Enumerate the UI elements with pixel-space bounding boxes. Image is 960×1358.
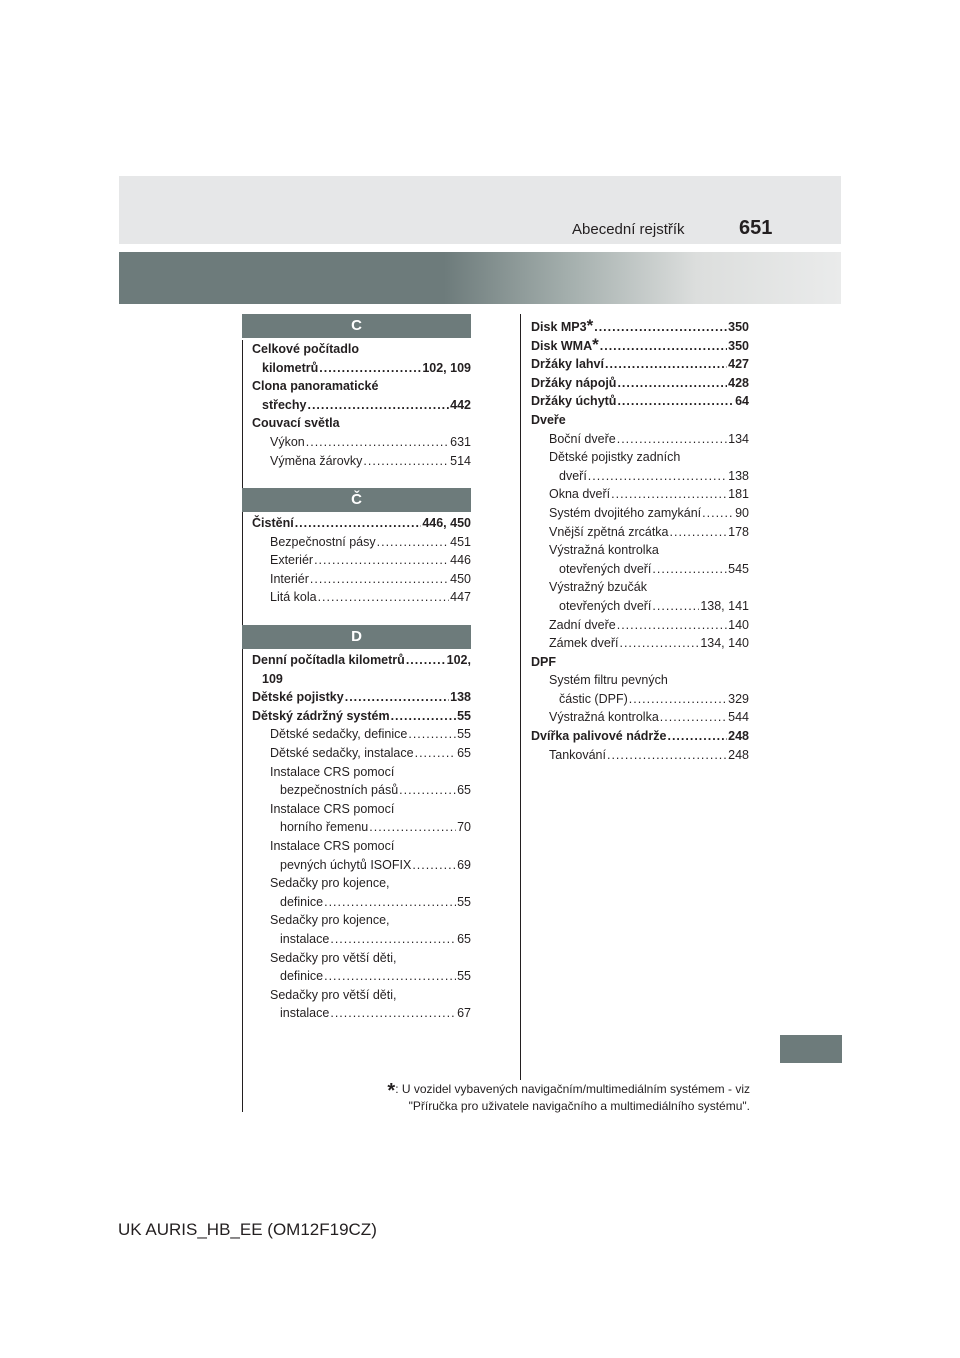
index-entry-text: Instalace CRS pomocí xyxy=(270,838,395,853)
index-entry-text: Couvací světla xyxy=(252,416,340,431)
dot-leader xyxy=(619,634,699,653)
index-entry-text: Držáky úchytů xyxy=(531,394,617,409)
index-entry xyxy=(252,725,471,744)
index-entry-page: 69 xyxy=(457,857,471,872)
index-entry xyxy=(252,414,471,433)
index-entry-text: horního řemenu xyxy=(280,820,369,835)
index-entry-text: Boční dveře xyxy=(549,431,616,446)
index-entry xyxy=(252,570,471,589)
index-entry-page: 514 xyxy=(450,453,471,468)
index-entry-page: 55 xyxy=(457,708,471,723)
index-entry xyxy=(252,707,471,726)
index-entry-text: Sedačky pro kojence, xyxy=(270,876,390,891)
index-entry-text: Dětské sedačky, definice xyxy=(270,727,408,742)
dot-leader xyxy=(310,570,449,589)
index-entry-text: Dětské pojistky zadních xyxy=(549,450,681,465)
index-entry xyxy=(531,355,749,374)
index-entry-page: 350 xyxy=(728,338,749,353)
dot-leader xyxy=(399,781,456,800)
index-entry-page: 248 xyxy=(728,729,749,744)
right-column-entries xyxy=(531,318,749,764)
side-tab xyxy=(780,1035,842,1063)
index-entry-text: Systém filtru pevných xyxy=(549,673,668,688)
dot-leader xyxy=(617,430,727,449)
dot-leader xyxy=(605,355,727,374)
index-entry-page: 446, 450 xyxy=(422,516,471,530)
dot-leader xyxy=(660,708,727,727)
index-entry xyxy=(531,523,749,542)
index-entry xyxy=(252,452,471,471)
footnote-line-2: "Příručka pro uživatele navigačního a multimediálního systému". xyxy=(408,1099,750,1113)
index-entry-page: 329 xyxy=(728,691,749,706)
index-entry xyxy=(252,967,471,986)
index-entry-text: Interiér xyxy=(270,571,309,586)
dot-leader xyxy=(314,551,449,570)
index-entry-page: 67 xyxy=(457,1006,471,1021)
middle-column-rule xyxy=(520,314,521,1080)
index-entry xyxy=(531,392,749,411)
index-entry xyxy=(252,781,471,800)
section-header-d: D xyxy=(242,625,471,649)
dot-leader xyxy=(702,504,734,523)
dot-leader xyxy=(594,318,727,337)
index-entry-text: Výstražná kontrolka xyxy=(549,543,659,558)
index-entry-page: 138 xyxy=(728,468,749,483)
index-entry-text: Tankování xyxy=(549,747,606,762)
dot-leader xyxy=(330,1004,456,1023)
index-entry: Disk WMA * ..... 350 xyxy=(531,337,749,356)
header-gradient-bar xyxy=(119,252,841,304)
index-entry xyxy=(531,708,749,727)
index-entry-page: 442 xyxy=(450,397,471,412)
section-header-c: C xyxy=(242,314,471,338)
dot-leader xyxy=(617,392,734,411)
index-entry xyxy=(531,430,749,449)
index-entry-text: Výstražný bzučák xyxy=(549,580,647,595)
dot-leader xyxy=(415,744,457,763)
index-entry-page: 134, 140 xyxy=(700,636,749,651)
index-entry xyxy=(252,874,471,893)
index-entry-text: Dětské sedačky, instalace xyxy=(270,745,414,760)
dot-leader xyxy=(345,688,449,707)
index-entry xyxy=(252,514,471,533)
index-entry xyxy=(531,560,749,579)
index-entry xyxy=(531,671,749,690)
dot-leader xyxy=(363,452,449,471)
index-entry xyxy=(531,746,749,765)
index-entry-page: 55 xyxy=(457,969,471,984)
index-entry xyxy=(531,616,749,635)
dot-leader xyxy=(600,337,727,356)
index-entry-page: 65 xyxy=(457,783,471,798)
index-entry xyxy=(252,340,471,359)
index-entry-text: Dětský zádržný systém xyxy=(252,708,390,723)
index-entry xyxy=(531,411,749,430)
index-entry xyxy=(252,893,471,912)
index-entry-text: 109 xyxy=(262,671,283,686)
section-c-entries xyxy=(252,340,471,470)
index-entry-page: 545 xyxy=(728,561,749,576)
index-entry-text: DPF xyxy=(531,654,556,669)
index-entry-page: 64 xyxy=(735,394,749,409)
index-entry-page: 102, xyxy=(446,653,471,667)
dot-leader xyxy=(408,725,456,744)
index-entry-page: 350 xyxy=(728,320,749,334)
index-entry-text: Čistění xyxy=(252,516,294,530)
index-entry xyxy=(252,930,471,949)
dot-leader xyxy=(652,597,699,616)
index-entry-text: pevných úchytů ISOFIX xyxy=(280,857,412,872)
index-entry xyxy=(531,690,749,709)
index-entry-page: 631 xyxy=(450,434,471,449)
index-entry xyxy=(531,448,749,467)
dot-leader xyxy=(324,967,456,986)
index-entry-text: Sedačky pro větší děti, xyxy=(270,987,397,1002)
index-entry-text: střechy xyxy=(262,397,307,412)
index-entry-page: 138 xyxy=(450,690,471,705)
index-entry-text: dveří xyxy=(559,468,587,483)
index-entry-page: 248 xyxy=(728,747,749,762)
index-entry-text: instalace xyxy=(280,1006,330,1021)
dot-leader xyxy=(588,467,727,486)
footer-document-code: UK AURIS_HB_EE (OM12F19CZ) xyxy=(118,1220,377,1239)
dot-leader xyxy=(611,485,727,504)
left-column-rule xyxy=(242,340,243,1112)
dot-leader xyxy=(607,746,727,765)
index-entry-text: definice xyxy=(280,969,324,984)
index-entry-text: Sedačky pro kojence, xyxy=(270,913,390,928)
index-entry xyxy=(531,374,749,393)
index-entry-page: 428 xyxy=(728,375,749,390)
index-entry-text: Držáky lahví xyxy=(531,357,604,372)
index-entry-page: 90 xyxy=(735,505,749,520)
dot-leader xyxy=(324,893,456,912)
index-entry xyxy=(252,818,471,837)
dot-leader xyxy=(391,707,457,726)
index-entry-text: Instalace CRS pomocí xyxy=(270,801,395,816)
index-entry xyxy=(531,653,749,672)
index-entry-page: 102, 109 xyxy=(422,360,471,375)
dot-leader xyxy=(629,690,727,709)
index-entry-page: 178 xyxy=(728,524,749,539)
index-entry-text: Zadní dveře xyxy=(549,617,616,632)
index-entry xyxy=(252,396,471,415)
section-header-ch: Č xyxy=(242,488,471,512)
index-entry xyxy=(252,744,471,763)
index-entry-text: otevřených dveří xyxy=(559,598,652,613)
index-entry xyxy=(252,949,471,968)
index-entry-page: 138, 141 xyxy=(700,598,749,613)
index-entry-page: 450 xyxy=(450,571,471,586)
index-entry-text: Celkové počítadlo xyxy=(252,342,359,356)
index-entry xyxy=(252,986,471,1005)
dot-leader xyxy=(617,374,727,393)
index-entry-text: otevřených dveří xyxy=(559,561,652,576)
index-entry-page: 65 xyxy=(457,931,471,946)
index-entry xyxy=(252,670,471,689)
dot-leader xyxy=(306,433,449,452)
index-entry-text: Exteriér xyxy=(270,553,314,568)
dot-leader xyxy=(330,930,456,949)
index-entry xyxy=(252,359,471,378)
dot-leader xyxy=(670,523,728,542)
index-entry xyxy=(252,837,471,856)
index-entry: Disk MP3 * ..... 350 xyxy=(531,318,749,337)
index-entry-page: 55 xyxy=(457,727,471,742)
index-entry-page: 427 xyxy=(728,357,749,372)
index-entry xyxy=(252,433,471,452)
index-entry-text: Systém dvojitého zamykání xyxy=(549,505,702,520)
index-entry-text: Výměna žárovky xyxy=(270,453,363,468)
index-entry-page: 447 xyxy=(450,590,471,605)
index-entry-text: Dvířka palivové nádrže xyxy=(531,729,667,744)
index-entry xyxy=(252,800,471,819)
section-ch-entries xyxy=(252,514,471,607)
index-entry-page: 65 xyxy=(457,745,471,760)
index-entry xyxy=(252,911,471,930)
dot-leader xyxy=(412,856,456,875)
index-entry-text: Disk WMA xyxy=(531,338,593,353)
index-entry-page: 140 xyxy=(728,617,749,632)
dot-leader xyxy=(369,818,456,837)
footnote-marker: * xyxy=(387,1080,396,1102)
index-entry-text: instalace xyxy=(280,931,330,946)
index-entry-text: kilometrů xyxy=(262,360,319,375)
index-entry-page: 544 xyxy=(728,710,749,725)
index-entry-text: Dveře xyxy=(531,412,566,427)
dot-leader xyxy=(318,588,450,607)
footnote xyxy=(360,1082,750,1114)
index-entry-text: definice xyxy=(280,894,324,909)
dot-leader xyxy=(295,514,422,533)
index-entry xyxy=(531,578,749,597)
section-d-entries xyxy=(252,651,471,1023)
index-entry xyxy=(252,377,471,396)
dot-leader xyxy=(307,396,449,415)
index-entry-page: 451 xyxy=(450,534,471,549)
index-entry xyxy=(252,588,471,607)
index-entry xyxy=(531,504,749,523)
index-entry xyxy=(531,541,749,560)
index-entry-text: Denní počítadla kilometrů xyxy=(252,653,405,667)
footnote-line-1: : U vozidel vybavených navigačním/multimediálním systémem - viz xyxy=(395,1082,750,1096)
index-entry-text: Litá kola xyxy=(270,590,317,605)
index-entry-text: Vnější zpětná zrcátka xyxy=(549,524,669,539)
index-entry xyxy=(531,467,749,486)
index-entry-text: Sedačky pro větší děti, xyxy=(270,950,397,965)
index-entry xyxy=(252,533,471,552)
index-entry-page: 134 xyxy=(728,431,749,446)
index-entry xyxy=(252,1004,471,1023)
index-entry-text: Okna dveří xyxy=(549,487,611,502)
index-entry xyxy=(531,485,749,504)
index-entry-text: Držáky nápojů xyxy=(531,375,617,390)
index-entry xyxy=(252,551,471,570)
index-entry-text: Clona panoramatické xyxy=(252,379,379,394)
index-entry-text: Dětské pojistky xyxy=(252,690,344,705)
index-entry-page: 181 xyxy=(728,487,749,502)
index-entry-text: bezpečnostních pásů xyxy=(280,783,399,798)
index-entry xyxy=(531,727,749,746)
dot-leader xyxy=(319,359,421,378)
index-entry-text: částic (DPF) xyxy=(559,691,628,706)
dot-leader xyxy=(652,560,727,579)
header-band xyxy=(119,176,841,244)
index-entry xyxy=(531,597,749,616)
index-entry xyxy=(252,651,471,670)
index-entry-page: 70 xyxy=(457,820,471,835)
page-number: 651 xyxy=(739,217,773,239)
index-entry-text: Instalace CRS pomocí xyxy=(270,764,395,779)
index-entry xyxy=(252,763,471,782)
index-entry-text: Disk MP3 xyxy=(531,320,587,334)
dot-leader xyxy=(617,616,727,635)
index-entry-text: Výstražná kontrolka xyxy=(549,710,659,725)
index-entry-page: 55 xyxy=(457,894,471,909)
index-entry-text: Výkon xyxy=(270,434,305,449)
dot-leader xyxy=(377,533,450,552)
dot-leader xyxy=(406,651,446,670)
index-entry xyxy=(252,688,471,707)
dot-leader xyxy=(667,727,727,746)
page-title: Abecední rejstřík xyxy=(572,221,685,238)
index-entry-page: 446 xyxy=(450,553,471,568)
index-entry xyxy=(531,634,749,653)
index-entry-text: Zámek dveří xyxy=(549,636,619,651)
index-entry-text: Bezpečnostní pásy xyxy=(270,534,376,549)
index-entry xyxy=(252,856,471,875)
